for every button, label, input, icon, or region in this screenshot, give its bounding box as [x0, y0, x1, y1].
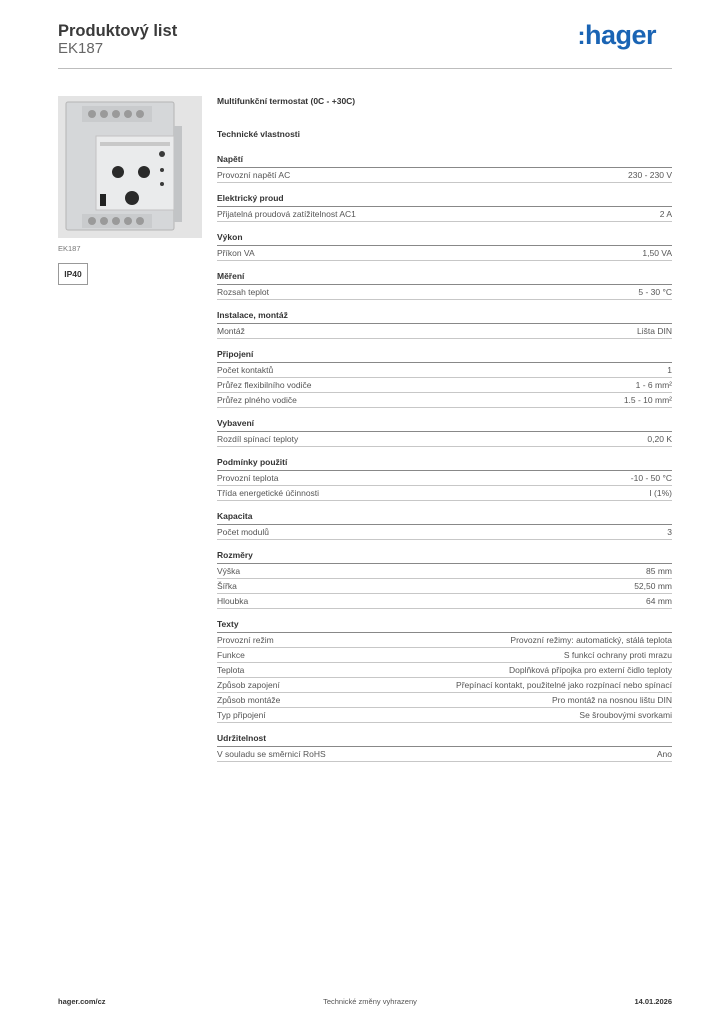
spec-label: Typ připojení — [217, 710, 266, 720]
spec-heading: Technické vlastnosti — [217, 129, 300, 139]
spec-value: 230 - 230 V — [628, 170, 672, 180]
spec-value: 52,50 mm — [634, 581, 672, 591]
spec-label: Průřez plného vodiče — [217, 395, 297, 405]
spec-value: I (1%) — [649, 488, 672, 498]
spec-row — [217, 246, 672, 261]
spec-value: Lišta DIN — [637, 326, 672, 336]
spec-group — [217, 154, 672, 183]
spec-row — [217, 648, 672, 663]
spec-row — [217, 747, 672, 762]
spec-label: Počet kontaktů — [217, 365, 274, 375]
spec-row — [217, 432, 672, 447]
ip-rating-badge: IP40 — [58, 263, 88, 285]
spec-value: -10 - 50 °C — [630, 473, 672, 483]
spec-row — [217, 633, 672, 648]
spec-row — [217, 663, 672, 678]
product-code: EK187 — [58, 40, 104, 57]
spec-label: Přijatelná proudová zatížitelnost AC1 — [217, 209, 356, 219]
spec-group-title: Vybavení — [217, 418, 672, 432]
spec-value: Se šroubovými svorkami — [579, 710, 672, 720]
spec-row — [217, 486, 672, 501]
spec-row — [217, 579, 672, 594]
spec-label: Provozní teplota — [217, 473, 279, 483]
spec-group-title: Kapacita — [217, 511, 672, 525]
spec-label: Způsob zapojení — [217, 680, 280, 690]
spec-group-title: Napětí — [217, 154, 672, 168]
spec-row — [217, 678, 672, 693]
spec-label: Rozsah teplot — [217, 287, 269, 297]
spec-group — [217, 310, 672, 339]
spec-value: Pro montáž na nosnou lištu DIN — [551, 695, 672, 705]
spec-label: Teplota — [217, 665, 245, 675]
spec-row — [217, 564, 672, 579]
spec-group — [217, 733, 672, 762]
image-caption: EK187 — [58, 244, 81, 253]
spec-label: Způsob montáže — [217, 695, 281, 705]
spec-value: S funkcí ochrany proti mrazu — [563, 650, 672, 660]
spec-group — [217, 550, 672, 609]
spec-label: Příkon VA — [217, 248, 255, 258]
spec-value: Přepínací kontakt, použitelné jako rozpínací nebo spínací — [456, 680, 672, 690]
spec-value: Doplňková přípojka pro externí čidlo teploty — [508, 665, 672, 675]
spec-group-title: Elektrický proud — [217, 193, 672, 207]
spec-row — [217, 693, 672, 708]
spec-value: 3 — [667, 527, 672, 537]
spec-label: Výška — [217, 566, 241, 576]
footer-note: Technické změny vyhrazeny — [323, 997, 417, 1006]
spec-group-title: Udržitelnost — [217, 733, 672, 747]
spec-value: Provozní režimy: automatický, stálá teplota — [510, 635, 672, 645]
spec-value: 2 A — [659, 209, 672, 219]
footer-website-link[interactable]: hager.com/cz — [58, 997, 106, 1006]
header-divider — [58, 68, 672, 69]
spec-group — [217, 457, 672, 501]
spec-label: Třída energetické účinnosti — [217, 488, 320, 498]
spec-label: Počet modulů — [217, 527, 269, 537]
spec-group — [217, 193, 672, 222]
product-name: Multifunkční termostat (0C - +30C) — [217, 96, 356, 106]
spec-group — [217, 271, 672, 300]
spec-value: 1.5 - 10 mm² — [623, 395, 672, 405]
spec-label: Montáž — [217, 326, 245, 336]
spec-label: Průřez flexibilního vodiče — [217, 380, 312, 390]
spec-group-title: Podmínky použití — [217, 457, 672, 471]
spec-value: 85 mm — [646, 566, 672, 576]
spec-label: Hloubka — [217, 596, 249, 606]
spec-value: 0,20 K — [647, 434, 672, 444]
hager-logo: :hager — [577, 20, 656, 50]
spec-label: V souladu se směrnicí RoHS — [217, 749, 326, 759]
spec-group-title: Texty — [217, 619, 672, 633]
spec-row — [217, 708, 672, 723]
spec-label: Funkce — [217, 650, 245, 660]
spec-groups — [217, 154, 672, 762]
document-header — [58, 22, 672, 70]
spec-group-title: Rozměry — [217, 550, 672, 564]
spec-value: 5 - 30 °C — [638, 287, 672, 297]
spec-label: Provozní režim — [217, 635, 274, 645]
spec-row — [217, 285, 672, 300]
spec-group — [217, 349, 672, 408]
spec-row — [217, 168, 672, 183]
spec-group-title: Výkon — [217, 232, 672, 246]
spec-group — [217, 418, 672, 447]
document-title: Produktový list — [58, 22, 178, 40]
spec-group — [217, 619, 672, 723]
spec-value: Ano — [656, 749, 672, 759]
spec-group — [217, 232, 672, 261]
document-footer — [58, 997, 672, 1006]
spec-value: 1 — [667, 365, 672, 375]
product-sidebar — [58, 96, 202, 285]
footer-date: 14.01.2026 — [634, 997, 672, 1006]
spec-value: 1 - 6 mm² — [635, 380, 672, 390]
spec-group-title: Připojení — [217, 349, 672, 363]
spec-row — [217, 525, 672, 540]
spec-row — [217, 393, 672, 408]
spec-group-title: Instalace, montáž — [217, 310, 672, 324]
product-image — [58, 96, 202, 238]
spec-row — [217, 207, 672, 222]
spec-row — [217, 594, 672, 609]
spec-value: 64 mm — [646, 596, 672, 606]
spec-group — [217, 511, 672, 540]
spec-row — [217, 471, 672, 486]
spec-label: Šířka — [217, 581, 237, 591]
specification-panel — [217, 96, 672, 772]
spec-label: Provozní napětí AC — [217, 170, 291, 180]
spec-row — [217, 378, 672, 393]
spec-label: Rozdíl spínací teploty — [217, 434, 299, 444]
spec-row — [217, 363, 672, 378]
spec-row — [217, 324, 672, 339]
spec-group-title: Měření — [217, 271, 672, 285]
spec-value: 1,50 VA — [642, 248, 672, 258]
